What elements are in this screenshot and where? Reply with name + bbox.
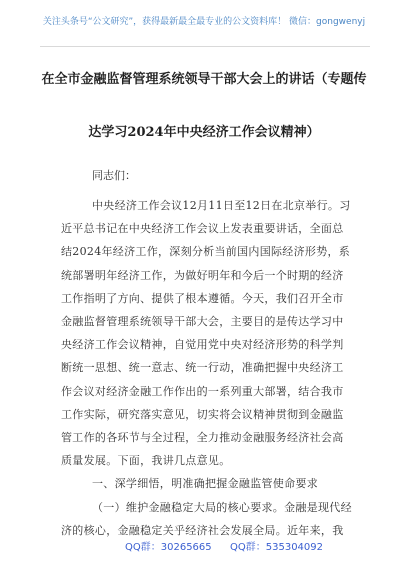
- body-line: 质量发展。下面，我讲几点意见。: [61, 454, 231, 467]
- body-line: 统部署明年经济工作，为做好明年和今后一个时期的经济: [61, 269, 344, 282]
- header-banner: 关注头条号“公文研究”，获得最新最全最专业的公文资料库！ 微信：gongwenyj: [42, 17, 366, 27]
- footer-qq-group-2: QQ群：535304092: [230, 542, 324, 553]
- document-title-line-2: 达学习2024年中央经济工作会议精神）: [88, 125, 320, 140]
- body-line: （一）维护金融稳定大局的核心要求。金融是现代经: [92, 501, 352, 514]
- body-line: 工作实际，研究落实意见，切实将会议精神贯彻到金融监: [61, 408, 344, 421]
- body-line: 近平总书记在中央经济工作会议上发表重要讲话，全面总: [61, 222, 344, 235]
- body-line: 结2024年经济工作，深刻分析当前国内国际经济形势，系: [61, 245, 351, 258]
- section-heading: 一、深学细悟，明准确把握金融监管使命要求: [92, 477, 318, 490]
- header-divider: [40, 46, 370, 47]
- body-line: 济的核心，金融稳定关乎经济社会发展全局。近年来，我: [61, 524, 344, 537]
- body-line: 中央经济工作会议12月11日至12日在北京举行。习: [92, 199, 351, 212]
- body-line: 管工作的各环节与全过程，全力推动金融服务经济社会高: [61, 431, 344, 444]
- footer-qq-group-1: QQ群：30265665: [125, 542, 212, 553]
- body-line: 工作指明了方向、提供了根本遵循。今天，我们召开全市: [61, 292, 344, 305]
- body-line: 断统一思想、统一意志、统一行动，准确把握中央经济工: [61, 361, 344, 374]
- document-title-line-1: 在全市金融监督管理系统领导干部大会上的讲话（专题传: [41, 72, 367, 87]
- body-line: 金融监督管理系统领导干部大会，主要目的是传达学习中: [61, 315, 344, 328]
- body-line: 央经济工作会议精神，自觉用党中央对经济形势的科学判: [61, 338, 344, 351]
- body-line: 作会议对经济金融工作作出的一系列重大部署，结合我市: [61, 385, 344, 398]
- salutation: 同志们：: [92, 169, 136, 182]
